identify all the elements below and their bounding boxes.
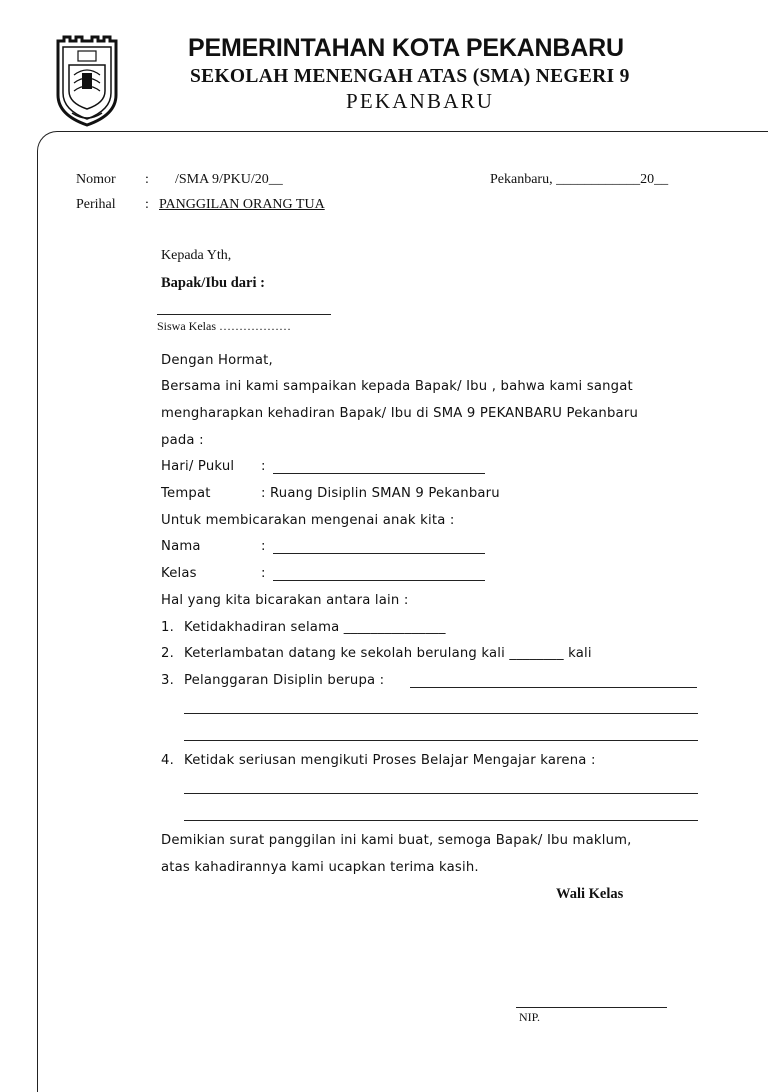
page-frame (37, 131, 768, 1092)
kelas-blank-line (273, 580, 485, 581)
kelas-colon: : (261, 566, 266, 581)
nama-colon: : (261, 539, 266, 554)
topic-intro: Untuk membicarakan mengenai anak kita : (161, 513, 455, 528)
list-item-number: 4. (161, 753, 174, 768)
hari-colon: : (261, 459, 266, 474)
nomor-label: Nomor (76, 172, 116, 187)
perihal-colon: : (145, 197, 149, 212)
nomor-colon: : (145, 172, 149, 187)
reason-blank-line (184, 793, 698, 794)
list-item-number: 3. (161, 673, 174, 688)
paragraph-line-2: mengharapkan kehadiran Bapak/ Ibu di SMA 9 PEKANBARU Pekanbaru (161, 406, 639, 421)
nama-label: Nama (161, 539, 201, 554)
place-date: Pekanbaru, ____________20__ (490, 172, 669, 187)
list-item-text: Ketidak seriusan mengikuti Proses Belajar Mengajar karena : (184, 753, 596, 768)
nomor-value: /SMA 9/PKU/20__ (175, 172, 283, 187)
addressee-greeting: Kepada Yth, (161, 248, 232, 263)
tempat-label: Tempat (161, 486, 211, 501)
addressee-to: Bapak/Ibu dari : (161, 275, 265, 291)
letterhead-city: PEKANBARU (346, 89, 495, 113)
list-item-text: Pelanggaran Disiplin berupa : (184, 673, 385, 688)
paragraph-line-1: Bersama ini kami sampaikan kepada Bapak/ Ibu , bahwa kami sangat (161, 379, 633, 394)
city-seal-logo (54, 35, 120, 127)
perihal-label: Perihal (76, 197, 116, 212)
list-item-number: 1. (161, 620, 174, 635)
addressee-name-line (157, 314, 331, 315)
hari-blank-line (273, 473, 485, 474)
list-item-text: Keterlambatan datang ke sekolah berulang kali ________ kali (184, 646, 592, 661)
pelanggaran-blank-line (184, 713, 698, 714)
list-item-text: Ketidakhadiran selama _______________ (184, 620, 446, 635)
closing-line-2: atas kahadirannya kami ucapkan terima kasih. (161, 860, 479, 875)
letterhead-school: SEKOLAH MENENGAH ATAS (SMA) NEGERI 9 (190, 66, 630, 87)
kelas-label: Kelas (161, 566, 197, 581)
hari-label: Hari/ Pukul (161, 459, 235, 474)
signature-line (516, 1007, 667, 1008)
signature-title: Wali Kelas (556, 886, 624, 902)
pelanggaran-blank-line (184, 740, 698, 741)
reason-blank-line (184, 820, 698, 821)
closing-line-1: Demikian surat panggilan ini kami buat, semoga Bapak/ Ibu maklum, (161, 833, 632, 848)
letterhead-title: PEMERINTAHAN KOTA PEKANBARU (188, 34, 624, 62)
perihal-value: PANGGILAN ORANG TUA (159, 197, 325, 212)
nama-blank-line (273, 553, 485, 554)
paragraph-line-3: pada : (161, 433, 204, 448)
addressee-class: Siswa Kelas ……………… (157, 319, 291, 333)
list-item-number: 2. (161, 646, 174, 661)
tempat-value: : Ruang Disiplin SMAN 9 Pekanbaru (261, 486, 500, 501)
signature-nip: NIP. (519, 1010, 541, 1024)
pelanggaran-blank-line (410, 687, 697, 688)
opening: Dengan Hormat, (161, 353, 273, 368)
list-intro: Hal yang kita bicarakan antara lain : (161, 593, 409, 608)
